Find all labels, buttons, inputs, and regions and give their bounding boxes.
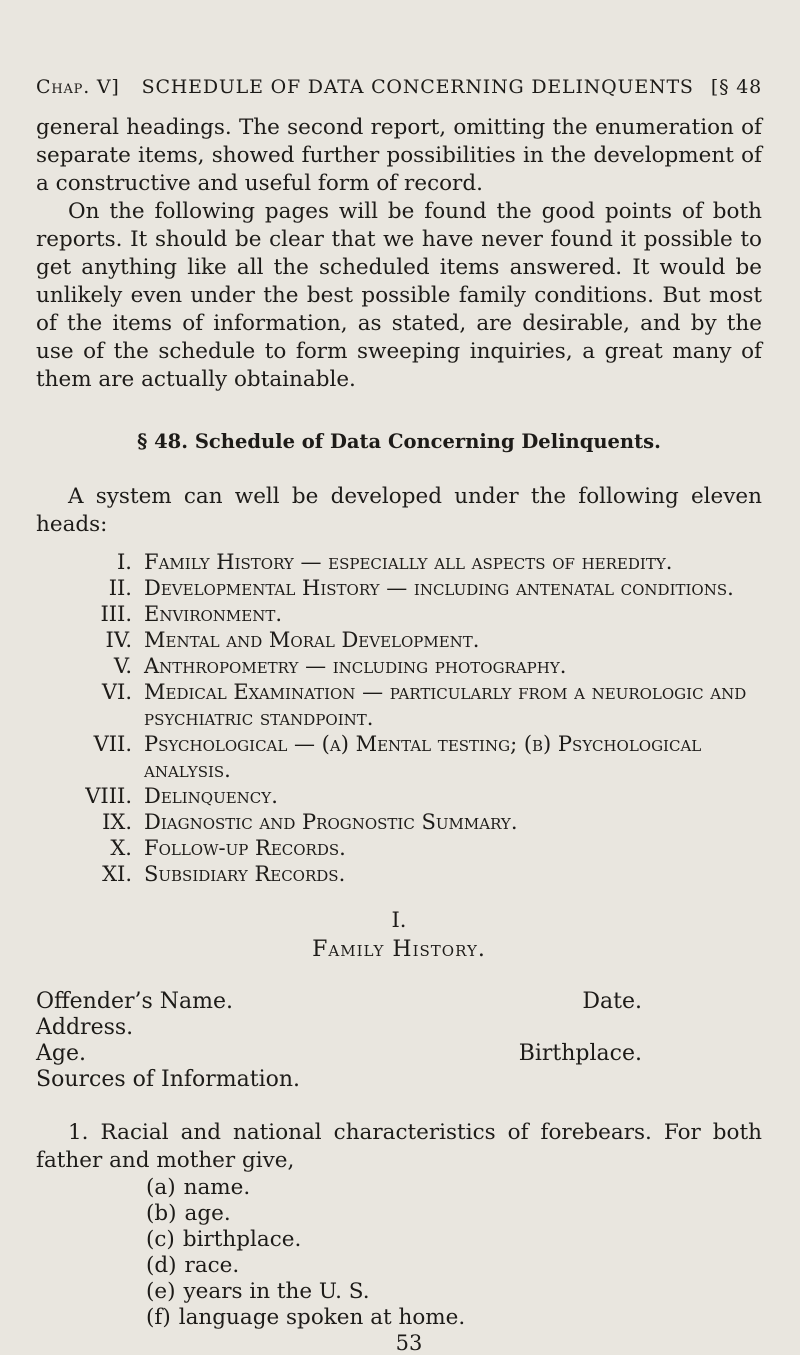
sub-item-letter: (f) bbox=[146, 1305, 171, 1330]
sub-item-letter: (b) bbox=[146, 1201, 177, 1226]
list-item bbox=[36, 575, 762, 601]
section-marker: [§ 48 bbox=[710, 76, 762, 98]
subsection-name: Family History. bbox=[312, 937, 486, 962]
sub-item-text: birthplace. bbox=[182, 1227, 302, 1252]
head-text: Subsidiary Records. bbox=[144, 862, 346, 886]
list-item bbox=[146, 1305, 762, 1331]
head-text: Developmental History — including antenatal conditions. bbox=[144, 576, 734, 600]
sub-item-letter: (e) bbox=[146, 1279, 176, 1304]
list-item bbox=[36, 731, 762, 783]
list-item bbox=[146, 1253, 762, 1279]
birthplace-label: Birthplace. bbox=[518, 1041, 642, 1066]
age-label: Age. bbox=[36, 1041, 86, 1066]
list-item bbox=[146, 1279, 762, 1305]
list-item bbox=[36, 601, 762, 627]
subsection-title bbox=[36, 905, 762, 965]
sources-label: Sources of Information. bbox=[36, 1067, 301, 1092]
list-item bbox=[146, 1175, 762, 1201]
head-numeral: XI. bbox=[102, 862, 132, 886]
intro-paragraph-2: On the following pages will be found the good points of both reports. It should be clear that we have never found it possible to get anything like all the scheduled items answered. It would be unlikely even under the best possible family conditions. But most of the items of information, as stated, are desirable, and by the use of the schedule to form sweeping inquiries, a great many of them are actually obtainable. bbox=[36, 199, 762, 392]
head-numeral: II. bbox=[108, 576, 132, 600]
list-item bbox=[36, 549, 762, 575]
head-numeral: X. bbox=[110, 836, 132, 860]
sub-item-list bbox=[36, 1175, 762, 1331]
list-item bbox=[36, 835, 762, 861]
head-numeral: I. bbox=[117, 550, 132, 574]
list-item bbox=[36, 627, 762, 653]
date-label: Date. bbox=[582, 989, 642, 1014]
sub-item-text: years in the U. S. bbox=[183, 1279, 370, 1304]
list-item bbox=[146, 1227, 762, 1253]
list-item bbox=[36, 809, 762, 835]
running-head bbox=[36, 76, 762, 98]
address-label: Address. bbox=[36, 1015, 134, 1040]
sub-item-text: race. bbox=[184, 1253, 240, 1278]
subsection-numeral: I. bbox=[391, 908, 407, 932]
head-numeral: V. bbox=[113, 654, 132, 678]
intro-paragraph-1: general headings. The second report, omitting the enumeration of separate items, showed further possibilities in the development of a constructive and useful form of record. bbox=[36, 115, 762, 196]
list-item bbox=[36, 783, 762, 809]
sub-item-letter: (d) bbox=[146, 1253, 177, 1278]
sub-item-letter: (c) bbox=[146, 1227, 175, 1252]
head-text: Mental and Moral Development. bbox=[144, 628, 480, 652]
sub-item-text: language spoken at home. bbox=[178, 1305, 466, 1330]
head-numeral: VII. bbox=[93, 732, 132, 756]
head-numeral: VI. bbox=[101, 680, 132, 704]
page-number: 53 bbox=[395, 1331, 423, 1355]
head-text: Medical Examination — particularly from a neurologic and psychiatric standpoint. bbox=[144, 680, 747, 730]
head-text: Delinquency. bbox=[144, 784, 278, 808]
head-text: Family History — especially all aspects of heredity. bbox=[144, 550, 673, 574]
head-text: Environment. bbox=[144, 602, 283, 626]
head-numeral: IV. bbox=[105, 628, 132, 652]
chapter-label: Chap. V] bbox=[36, 76, 120, 98]
heads-list bbox=[36, 549, 762, 887]
head-text: Follow-up Records. bbox=[144, 836, 346, 860]
item-1-paragraph: 1. Racial and national characteristics of forebears. For both father and mother give, bbox=[36, 1120, 762, 1173]
list-item bbox=[36, 679, 762, 731]
section-lead: A system can well be developed under the following eleven heads: bbox=[36, 484, 762, 537]
record-form-fields bbox=[36, 989, 762, 1093]
head-text: Anthropometry — including photography. bbox=[144, 654, 567, 678]
head-numeral: VIII. bbox=[85, 784, 132, 808]
list-item bbox=[146, 1201, 762, 1227]
sub-item-text: age. bbox=[184, 1201, 231, 1226]
head-numeral: III. bbox=[100, 602, 132, 626]
offender-name-label: Offender’s Name. bbox=[36, 989, 233, 1014]
list-item bbox=[36, 653, 762, 679]
list-item bbox=[36, 861, 762, 887]
section-heading: § 48. Schedule of Data Concerning Delinquents. bbox=[137, 430, 661, 453]
running-title: SCHEDULE OF DATA CONCERNING DELINQUENTS bbox=[141, 76, 694, 98]
head-numeral: IX. bbox=[102, 810, 132, 834]
head-text: Psychological — (a) Mental testing; (b) Psychological analysis. bbox=[144, 732, 702, 782]
sub-item-text: name. bbox=[183, 1175, 251, 1200]
sub-item-letter: (a) bbox=[146, 1175, 176, 1200]
head-text: Diagnostic and Prognostic Summary. bbox=[144, 810, 518, 834]
